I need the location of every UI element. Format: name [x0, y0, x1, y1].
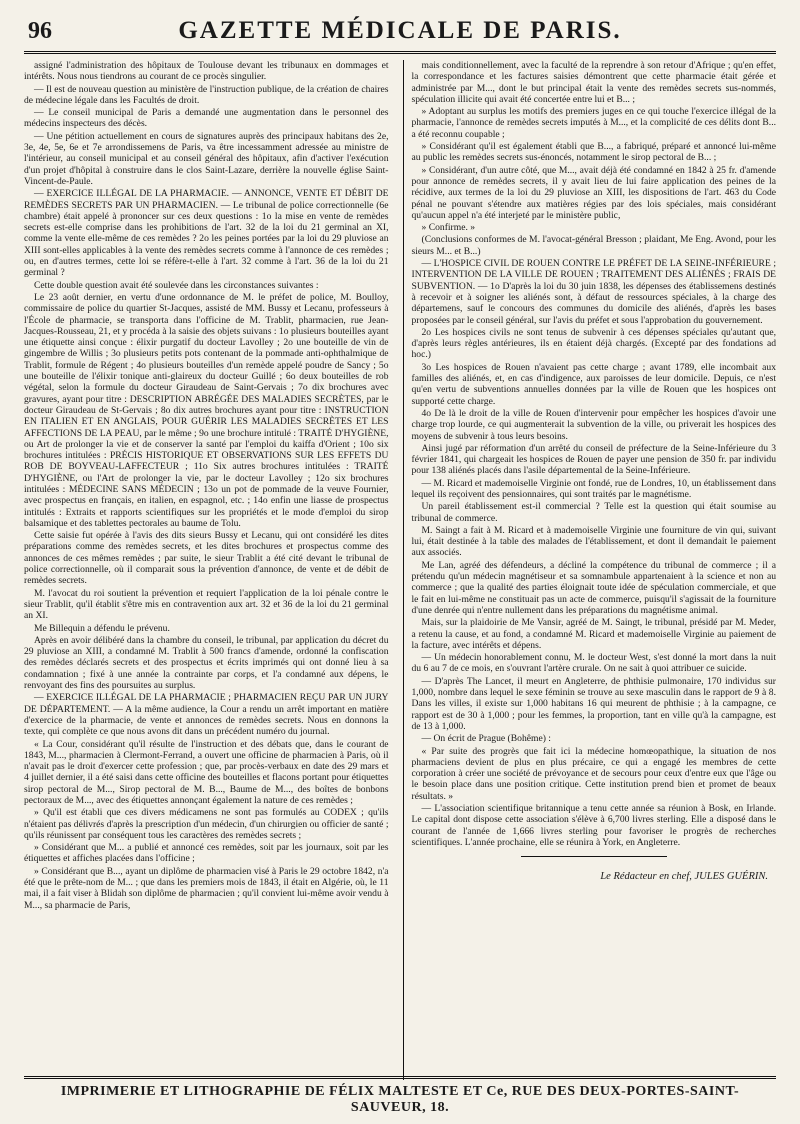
printer-imprint: IMPRIMERIE ET LITHOGRAPHIE DE FÉLIX MALTESTE ET Ce, RUE DES DEUX-PORTES-SAINT-SAUVEUR, 18.	[24, 1076, 776, 1116]
editor-signature: Le Rédacteur en chef, JULES GUÉRIN.	[600, 871, 768, 883]
paragraph: — D'après The Lancet, il meurt en Angleterre, de phthisie pulmonaire, 170 individus sur 1,000, nombre dans lequel le sexe féminin se trouve au sexe masculin dans le rapport de 9 à 8. Dans les villes, il existe sur 1,000 habitans 16 qui meurent de phthisie ; à la campagne, ce rapport est de 30 à 1,000 ; pour les femmes, la proportion, tant en ville qu'à la campagne, est de 13 à 1,000.	[411, 675, 776, 732]
right-column	[403, 60, 777, 1080]
paragraph: Cette saisie fut opérée à l'avis des dits sieurs Bussy et Lecanu, qui ont considéré les dites préparations comme des remèdes secrets, et les dites brochures et prospectus comme des annonces de ces mêmes remèdes ; par suite, le sieur Trablit a été cité devant le tribunal de police correctionnelle, où il comparait sous la prévention d'annonce, de vente et de débit de remèdes secrets.	[24, 530, 389, 587]
paragraph: Un pareil établissement est-il commercial ? Telle est la question qui était soumise au tribunal de commerce.	[411, 501, 776, 524]
paragraph: 3o Les hospices de Rouen n'avaient pas cette charge ; avant 1789, elle incombait aux familles des aliénés, et, en cas d'indigence, aux paroisses de leur domicile. Depuis, ce n'est qu'en vertu de subventions annuelles données par la ville de Rouen que les hospices ont supporté cette charge.	[411, 361, 776, 407]
paragraph: » Confirme. »	[421, 222, 476, 234]
paragraph: » Considérant, d'un autre côté, que M..., avait déjà été condamné en 1842 à 25 fr. d'amende pour annonce de remèdes secrets, il y avait lieu de lui faire application des peines de la récidive, aux termes de la loi du 29 pluviose an XIII, les dispositions de l'art. 463 du Code pénal ne pouvant s'étendre aux matières régies par des lois spéciales, mais considérant qu'aucun appel n'a été interjeté par le ministère public,	[411, 164, 776, 221]
paragraph: » Considérant que B..., ayant un diplôme de pharmacien visé à Paris le 29 octobre 1842, n'a été que le prête-nom de M... ; que dans les premiers mois de 1843, il était en Algérie, où, le 11 mai, il a fait viser à Blidah son diplôme de pharmacien ; qu'il convient lui-même avoir vendu à M..., sa pharmacie de Paris,	[24, 865, 389, 911]
paragraph: » Considérant qu'il est également établi que B..., a fabriqué, préparé et annoncé lui-même au public les remèdes secrets sus-énoncés, notamment le sirop pectoral de B... ;	[411, 141, 776, 164]
left-column	[24, 60, 389, 1080]
paragraph: Le 23 août dernier, en vertu d'une ordonnance de M. le préfet de police, M. Boulloy, commissaire de police du quartier St-Jacques, assisté de MM. Bussy et Lecanu, professeurs à l'École de pharmacie, se transporta dans l'officine de M. Trablit, pharmacien, rue Jean-Jacques-Rousseau, 21, et y procéda à la saisie des objets suivans : 1o plusieurs bouteilles ayant une étiquette ainsi conçue : élixir purgatif du docteur Lavolley ; 2o une bouteille de vin de gingembre de Willis ; 3o plusieurs petits pots contenant de la pommade anti-ophthalmique de Trablit, formule de Régent ; 4o plusieurs bouteilles d'un remède appelé poudre de Sancy ; 5o une bouteille de l'élixir tonique anti-glaireux du docteur Guillé ; 6o deux bouteilles de rob végétal, selon la formule du docteur Giraudeau de Saint-Gervais ; 7o dix brochures avec gravures, ayant pour titre : DESCRIPTION ABRÉGÉE DES MALADIES SECRÈTES, par le docteur Giraudeau de St-Gervais ; 8o dix autres brochures ayant pour titre : INSTRUCTION EN ITALIEN ET EN ANGLAIS, POUR GUÉRIR LES MALADIES SECRÈTES ET LES AFFECTIONS DE LA PEAU, par le même ; 9o une brochure intitulé : TRAITÉ D'HYGIÈNE, ou Art de prolonger la vie et de conserver la santé par l'emploi du kaiffa d'Orient ; 10o six brochures intitulées : PRÉCIS HISTORIQUE ET OBSERVATIONS SUR LES EFFETS DU ROB DE BOYVEAU-LAFFECTEUR ; 11o Six autres brochures intitulées : TRAITÉ D'HYGIÈNE, ou l'Art de prolonger la vie, par le docteur Lavolley ; 12o six brochures intitulées : MÉDECINE SANS MÉDECIN ; 13o un pot de pommade de la veuve Fournier, avec prospectus en français, en italien, en espagnol, etc. ; 14o enfin une liasse de prospectus intitulés : Extraits et rapports scientifiques sur les propriétés et le mode d'emploi du sirop balsamique et des tablettes pectorales au baume de Tolu.	[24, 291, 389, 529]
paragraph: — EXERCICE ILLÉGAL DE LA PHARMACIE. — ANNONCE, VENTE ET DÉBIT DE REMÈDES SECRETS PAR UN PHARMACIEN. — Le tribunal de police correctionnelle (6e chambre) était appelé à prononcer sur ces deux questions : 1o la mise en vente de remèdes secrets est-elle comprise dans les prohibitions de l'art. 32 de la loi du 21 germinal an XI, comme la vente elle-même de ces remèdes ? 2o les peines portées par la loi du 29 pluviose an XIII sont-elles applicables à la vente des remèdes secrets comme à l'annonce de ces remèdes ; ou, en d'autres termes, cette loi se réfère-t-elle à l'art. 32 comme à l'art. 36 de la loi du 21 germinal ?	[24, 188, 389, 279]
paragraph: — Un médecin honorablement connu, M. le docteur West, s'est donné la mort dans la nuit du 6 au 7 de ce mois, en s'ouvrant l'artère crurale. On ne sait à quoi attribuer ce suicide.	[411, 652, 776, 675]
paragraph: M. l'avocat du roi soutient la prévention et requiert l'application de la loi pénale contre le sieur Trablit, qu'il établit s'être mis en contravention aux art. 32 et 36 de la loi du 21 germinal an XI.	[24, 587, 389, 622]
paragraph: Me Lan, agréé des défendeurs, a décliné la compétence du tribunal de commerce ; il a prétendu qu'un médecin magnétiseur et sa somnambule appartenaient à la science et non au commerce ; que la qualité des parties éloignait toute idée de spéculation commerciale, et que le fait en lui-même ne constituait pas un acte de commerce, puisqu'il s'agissait de la fourniture d'une denrée qui n'entre nullement dans les préparations du magnétisme animal.	[411, 559, 776, 616]
paragraph: — L'association scientifique britannique a tenu cette année sa réunion à Bosk, en Irlande. Le capital dont dispose cette association s'élève à 6,700 livres sterling. Elle a disposé dans le courant de l'année de 1,666 livres sterling pour favoriser le progrès de recherches scientifiques. L'année prochaine, elle se réunira à York, en Angleterre.	[411, 803, 776, 848]
journal-title: GAZETTE MÉDICALE DE PARIS.	[178, 17, 622, 44]
paragraph: — Une pétition actuellement en cours de signatures auprès des principaux habitans des 2e, 3e, 4e, 5e, 6e et 7e arrondissemens de Paris, va être incessamment adressée au ministre de l'intérieur, au conseil municipal et au conseil général des hôpitaux, afin d'activer l'exécution d'un projet d'hôpital à construire dans le clos Saint-Lazare, derrière la nouvelle église Saint-Vincent-de-Paule.	[24, 130, 389, 187]
paragraph: — Il est de nouveau question au ministère de l'instruction publique, de la création de chaires de médecine légale dans les Facultés de droit.	[24, 83, 389, 106]
paragraph: — On écrit de Prague (Bohême) :	[421, 733, 551, 745]
masthead-rule	[24, 51, 776, 54]
paragraph: Cette double question avait été soulevée dans les circonstances suivantes :	[34, 279, 319, 291]
paragraph: — L'HOSPICE CIVIL DE ROUEN CONTRE LE PRÉFET DE LA SEINE-INFÉRIEURE ; INTERVENTION DE LA VILLE DE ROUEN ; TRAITEMENT DES ALIÉNÉS ; FRAIS DE SUBVENTION. — 1o D'après la loi du 30 juin 1838, les dépenses des établissemens destinés à recevoir et à soigner les aliénés sont, à défaut de ressources spéciales, à la charge des départemens, sauf le concours des communes du domicile des aliénés, d'après les bases proposées par le conseil général, sur l'avis du préfet et sous l'approbation du gouvernement.	[411, 258, 776, 326]
paragraph: — M. Ricard et mademoiselle Virginie ont fondé, rue de Londres, 10, un établissement dans lequel ils reçoivent des pensionnaires, qui sont traités par le magnétisme.	[411, 477, 776, 500]
paragraph: mais conditionnellement, avec la faculté de la reprendre à son retour d'Afrique ; qu'en effet, la correspondance et les factures saisies démontrent que cette pharmacie était gérée et administrée par M..., dont le but principal était la vente des remèdes secrets sus-nommés, spéculation illicite qui avait été concertée entre lui et B... ;	[411, 60, 776, 105]
paragraph: » Qu'il est établi que ces divers médicamens ne sont pas formulés au CODEX ; qu'ils n'étaient pas délivrés d'après la prescription d'un médecin, d'un chirurgien ou officier de santé ; qu'ils réunissent par conséquent tous les caractères des remèdes secrets ;	[24, 807, 389, 841]
paragraph: » Considérant que M... a publié et annoncé ces remèdes, soit par les journaux, soit par les étiquettes et affiches placées dans l'officine ;	[24, 842, 389, 865]
paragraph: — EXERCICE ILLÉGAL DE LA PHARMACIE ; PHARMACIEN REÇU PAR UN JURY DE DÉPARTEMENT. — A la même audience, la Cour a rendu un arrêt important en matière d'exercice de la pharmacie, de vente et annonces de remèdes secrets. Nous en donnons la texte, qui complète ce que nous avons dit dans un précédent numéro du journal.	[24, 692, 389, 738]
paragraph: « Par suite des progrès que fait ici la médecine homœopathique, la situation de nos pharmaciens devient de plus en plus précaire, ce qui a engagé les membres de cette corporation à créer une société de prévoyance et de secours pour ceux d'entre eux que l'âge ou le besoin place dans une position critique. Cette institution prend bien et promet de beaux résultats. »	[411, 745, 776, 802]
masthead	[24, 14, 776, 48]
article-columns	[24, 60, 776, 1080]
paragraph: M. Saingt a fait à M. Ricard et à mademoiselle Virginie une fourniture de vin qui, suivant lui, était destinée à la table des malades de l'établissement, et dont il demandait le paiement aux associés.	[411, 524, 776, 559]
paragraph: Me Billequin a défendu le prévenu.	[34, 622, 170, 634]
paragraph: assigné l'administration des hôpitaux de Toulouse devant les tribunaux en dommages et intérêts. Nous nous tiendrons au courant de ce procès singulier.	[24, 60, 389, 83]
paragraph: 4o De là le droit de la ville de Rouen d'intervenir pour empêcher les hospices d'avoir une charge trop lourde, ce qui augmenterait la subvention de la ville, ou priverait les hospices des moyens de subvenir à tous leurs besoins.	[411, 407, 776, 442]
page-number: 96	[28, 18, 52, 44]
paragraph: Mais, sur la plaidoirie de Me Vansir, agréé de M. Saingt, le tribunal, présidé par M. Meder, a retenu la cause, et au fond, a condamné M. Ricard et mademoiselle Virginie au paiement de la facture, avec intérêts et dépens.	[411, 617, 776, 651]
signature-rule	[521, 856, 667, 857]
paragraph: — Le conseil municipal de Paris a demandé une augmentation dans le personnel des médecins inspecteurs des décès.	[24, 107, 389, 130]
paragraph: » Adoptant au surplus les motifs des premiers juges en ce qui touche l'exercice illégal de la pharmacie, l'annonce de remèdes secrets imputés à M..., et la complicité de ces délits dont B... a été reconnu coupable ;	[411, 106, 776, 140]
paragraph: Ainsi jugé par réformation d'un arrêté du conseil de préfecture de la Seine-Inférieure du 3 février 1841, qui chargeait les hospices de Rouen de payer une pension de 350 fr. par individu pour 138 aliénés placés dans l'asile départemental de la Seine-Inférieure.	[411, 442, 776, 477]
paragraph: (Conclusions conformes de M. l'avocat-général Bresson ; plaidant, Me Eng. Avond, pour les sieurs M... et B...)	[411, 234, 776, 257]
paragraph: 2o Les hospices civils ne sont tenus de subvenir à ces dépenses spéciales qu'autant que, d'après leurs règles antérieures, ils en étaient déjà chargés. (Excepté par des fondations ad hoc.)	[411, 326, 776, 361]
paragraph: « La Cour, considérant qu'il résulte de l'instruction et des débats que, dans le courant de 1843, M..., pharmacien à Clermont-Ferrand, a ouvert une officine de pharmacien à Paris, où il n'avait pas le droit d'exercer cette profession ; que, par procès-verbaux en date des 29 mars et 4 juillet dernier, il a été saisi dans cette officine des bouteilles et flacons portant pour étiquettes sirop pectoral de M..., Sirop pectoral de M. B..., Baume de M..., des boîtes de bonbons pectoraux de M..., avec des étiquettes annonçant également la nature de ces remèdes ;	[24, 738, 389, 806]
paragraph: Après en avoir délibéré dans la chambre du conseil, le tribunal, par application du décret du 29 pluviose an XIII, a condamné M. Trablit à 500 francs d'amende, ordonné la confiscation des remèdes déclarés secrets et des prospectus et écrits imprimés qui ont donné lieu à sa condamnation ; fixé à une année la contrainte par corps, et l'a condamné aux dépens, le renvoyant des fins des poursuites au surplus.	[24, 634, 389, 692]
